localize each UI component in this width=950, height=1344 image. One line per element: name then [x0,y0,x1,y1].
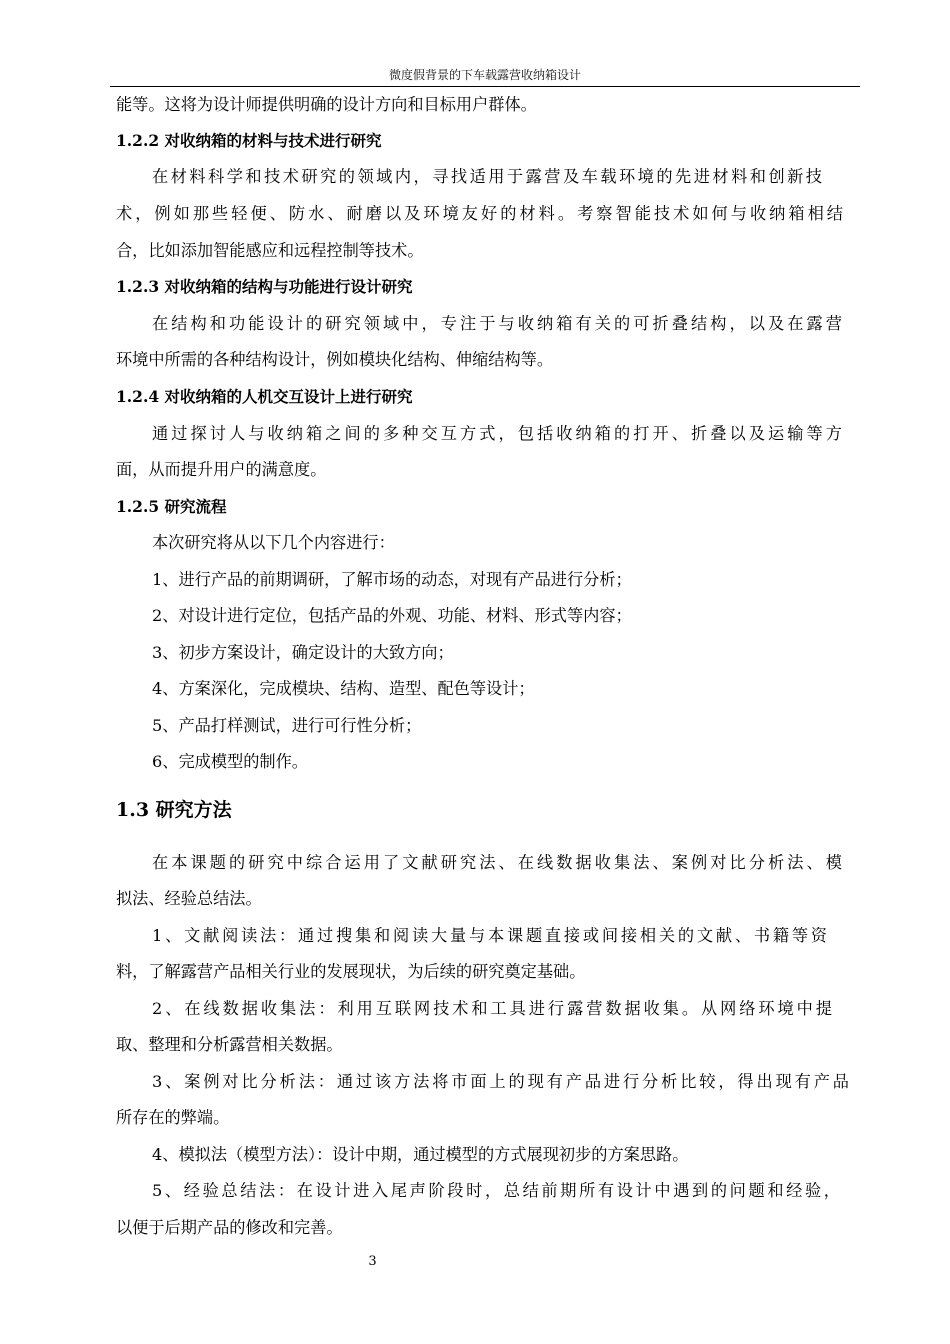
list-item: 1、进行产品的前期调研，了解市场的动态，对现有产品进行分析； [152,570,632,589]
running-header: 微度假背景的下车载露营收纳箱设计 [388,68,581,82]
section-heading-1-2-4: 1.2.4 对收纳箱的人机交互设计上进行研究 [116,387,413,406]
paragraph-line: 拟法、经验总结法。 [116,889,262,908]
paragraph-line: 取、整理和分析露营相关数据。 [116,1035,343,1054]
paragraph-line: 以便于后期产品的修改和完善。 [116,1218,343,1237]
paragraph-line: 环境中所需的各种结构设计，例如模块化结构、伸缩结构等。 [116,350,554,369]
paragraph-line: 所存在的弊端。 [116,1108,230,1127]
list-item: 2、对设计进行定位，包括产品的外观、功能、材料、形式等内容； [152,606,632,625]
paragraph-line: 2、在线数据收集法：利用互联网技术和工具进行露营数据收集。从网络环境中提 [152,999,832,1018]
paragraph-line: 在本课题的研究中综合运用了文献研究法、在线数据收集法、案例对比分析法、模 [152,853,842,872]
paragraph-line: 4、模拟法（模型方法）：设计中期，通过模型的方式展现初步的方案思路。 [152,1145,689,1164]
section-heading-1-2-2: 1.2.2 对收纳箱的材料与技术进行研究 [116,131,382,150]
paragraph-line: 3、案例对比分析法：通过该方法将市面上的现有产品进行分析比较，得出现有产品 [152,1072,849,1091]
section-heading-1-3: 1.3 研究方法 [116,799,232,821]
header-divider [110,86,860,87]
paragraph-line: 能等。这将为设计师提供明确的设计方向和目标用户群体。 [116,95,537,114]
paragraph-line: 通过探讨人与收纳箱之间的多种交互方式，包括收纳箱的打开、折叠以及运输等方 [152,424,842,443]
paragraph-line: 面，从而提升用户的满意度。 [116,460,327,479]
list-item: 4、方案深化，完成模块、结构、造型、配色等设计； [152,679,535,698]
list-item: 6、完成模型的制作。 [152,752,308,771]
paragraph-line: 5、经验总结法：在设计进入尾声阶段时，总结前期所有设计中遇到的问题和经验， [152,1181,840,1200]
section-heading-1-2-3: 1.2.3 对收纳箱的结构与功能进行设计研究 [116,277,413,296]
paragraph-line: 料，了解露营产品相关行业的发展现状，为后续的研究奠定基础。 [116,962,586,981]
paragraph-line: 在材料科学和技术研究的领域内，寻找适用于露营及车载环境的先进材料和创新技 [152,167,822,186]
page-number: 3 [368,1254,377,1269]
paragraph-line: 1、文献阅读法：通过搜集和阅读大量与本课题直接或间接相关的文献、书籍等资 [152,926,827,945]
section-heading-1-2-5: 1.2.5 研究流程 [116,497,227,516]
paragraph-line: 合，比如添加智能感应和远程控制等技术。 [116,241,424,260]
paragraph-line: 术，例如那些轻便、防水、耐磨以及环境友好的材料。考察智能技术如何与收纳箱相结 [116,204,843,223]
paragraph-line: 本次研究将从以下几个内容进行： [152,533,395,552]
list-item: 3、初步方案设计，确定设计的大致方向； [152,643,454,662]
list-item: 5、产品打样测试，进行可行性分析； [152,716,422,735]
paragraph-line: 在结构和功能设计的研究领域中，专注于与收纳箱有关的可折叠结构，以及在露营 [152,314,842,333]
